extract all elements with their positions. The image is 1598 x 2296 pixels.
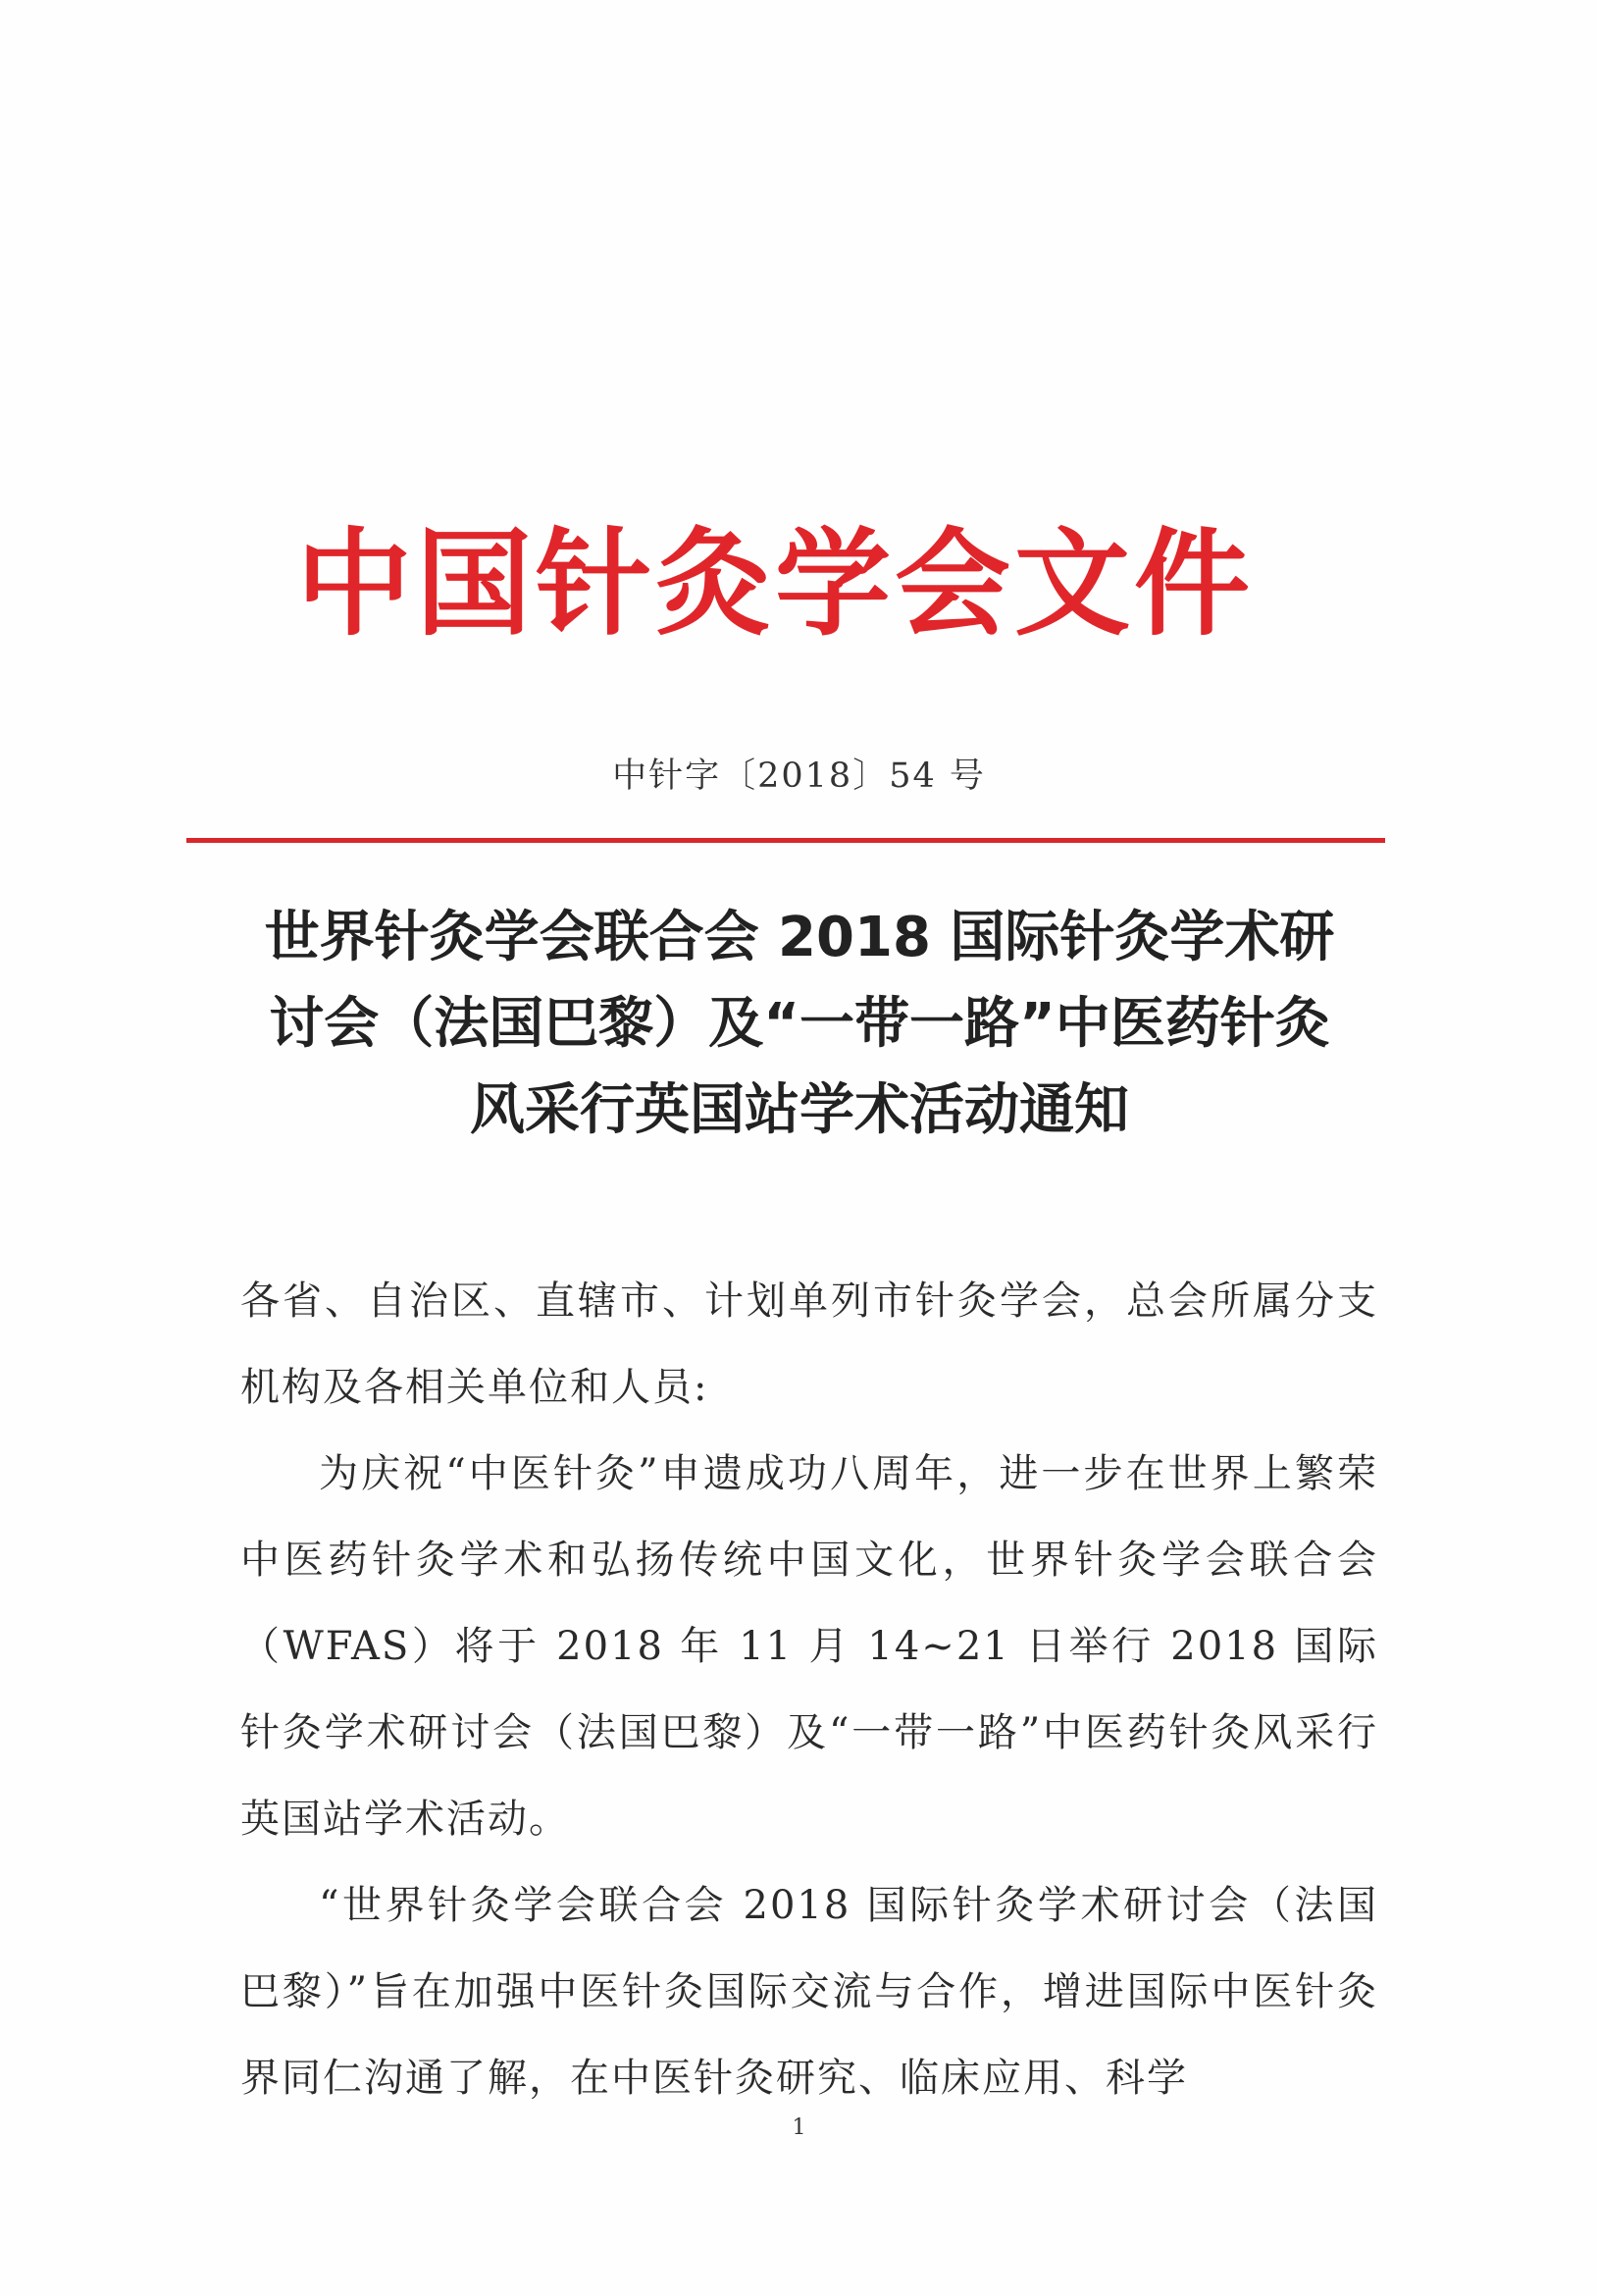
title-line-2: 讨会（法国巴黎）及“一带一路”中医药针灸	[269, 992, 1330, 1056]
notice-title	[196, 895, 1403, 1154]
body-paragraph-1: 为庆祝“中医针灸”申遗成功八周年，进一步在世界上繁荣中医药针灸学术和弘扬传统中国文化，世界针灸学会联合会（WFAS）将于 2018 年 11 月 14~21 日举行 2018 国际针灸学术研讨会（法国巴黎）及“一带一路”中医药针灸风采行英国站学术活动。	[240, 1451, 1378, 1842]
masthead-title: 中国针灸学会文件	[295, 515, 1254, 652]
body-paragraph-2: “世界针灸学会联合会 2018 国际针灸学术研讨会（法国巴黎）”旨在加强中医针灸国际交流与合作，增进国际中医针灸界同仁沟通了解，在中医针灸研究、临床应用、科学	[240, 1883, 1378, 2101]
title-line-1: 世界针灸学会联合会 2018 国际针灸学术研	[264, 906, 1335, 969]
page-number: 1	[792, 2115, 806, 2140]
notice-body	[240, 1258, 1378, 2121]
title-line-3: 风采行英国站学术活动通知	[470, 1078, 1129, 1142]
red-divider-line	[186, 838, 1385, 843]
document-number: 中针字〔2018〕54 号	[612, 757, 986, 796]
salutation: 各省、自治区、直辖市、计划单列市针灸学会，总会所属分支机构及各相关单位和人员:	[240, 1278, 1378, 1410]
